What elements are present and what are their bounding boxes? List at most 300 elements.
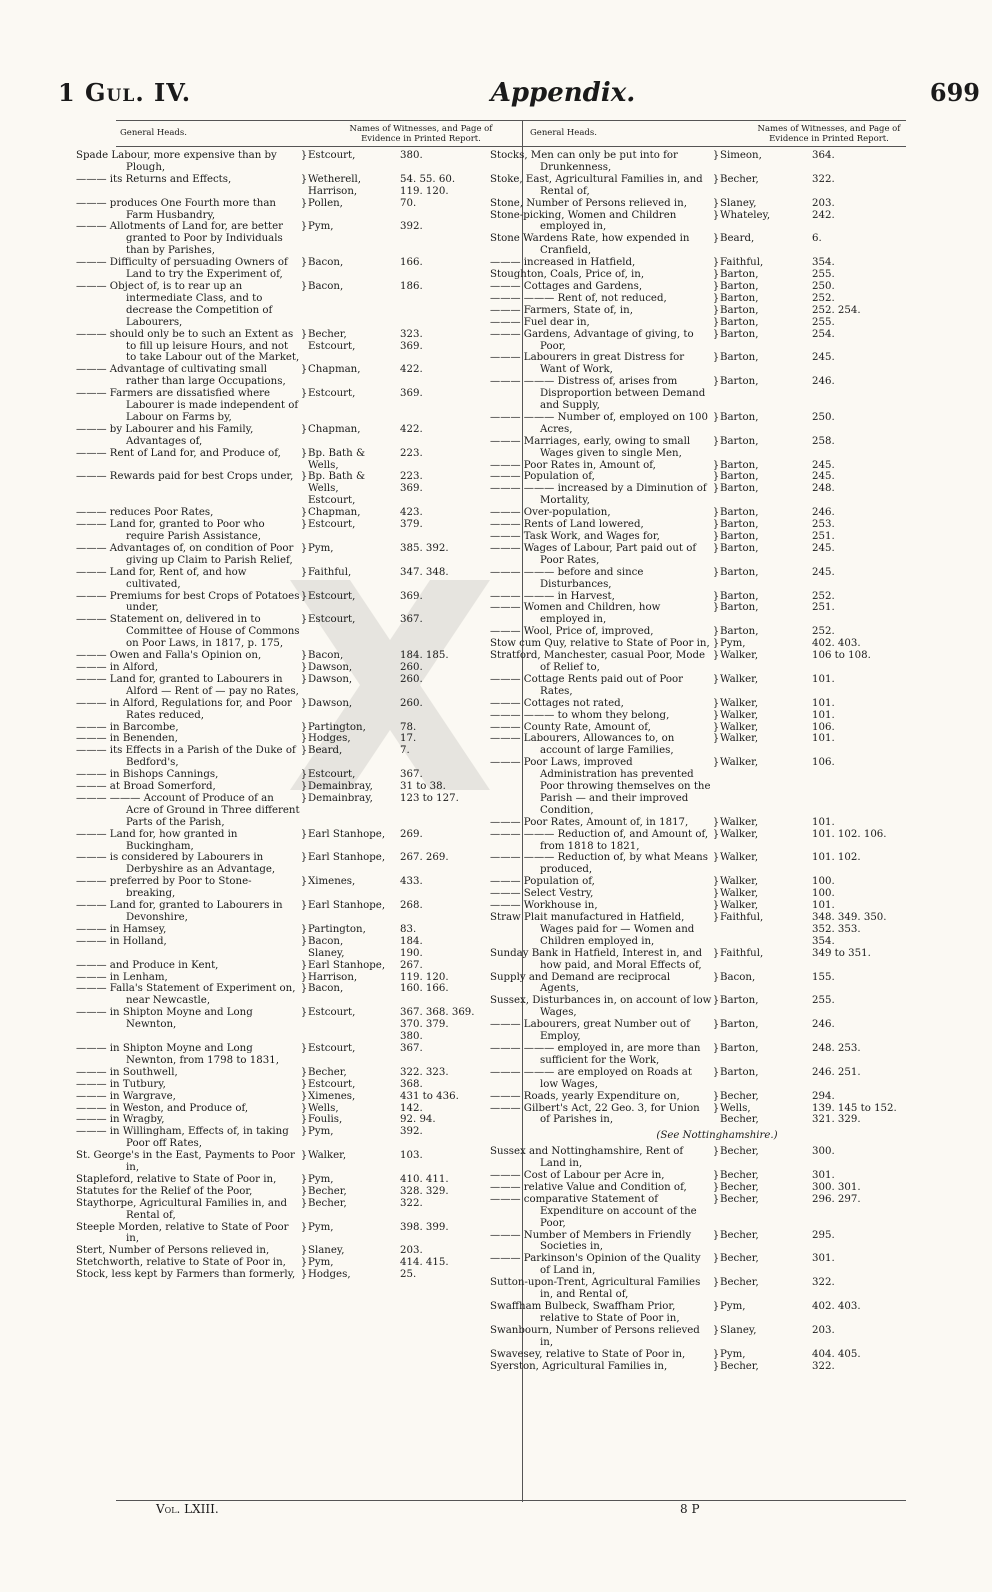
entry-pages: 100. bbox=[812, 876, 835, 888]
entry-heading: Sutton-upon-Trent, Agricultural Families in, and Rental of, bbox=[490, 1277, 701, 1301]
brace-icon: } bbox=[712, 626, 720, 638]
entry-heading: Straw Plait manufactured in Hatfield, Wages paid for — Women and Children employed in, bbox=[490, 912, 695, 947]
brace-icon: } bbox=[712, 269, 720, 281]
entry-witness: Becher, bbox=[308, 1197, 347, 1209]
entry-pages: 17. bbox=[400, 733, 417, 745]
entry-witness: Walker, bbox=[720, 697, 759, 709]
entry-pages: 252. 254. bbox=[812, 304, 861, 316]
entry-witness: Pym, bbox=[308, 221, 334, 233]
index-entry bbox=[68, 174, 522, 198]
entry-pages: 392. bbox=[400, 1126, 423, 1138]
index-entry bbox=[68, 781, 522, 793]
entry-witness: Demainbray, bbox=[308, 792, 373, 804]
footer-rule bbox=[116, 1500, 906, 1501]
entry-witness: Walker, bbox=[308, 1150, 347, 1162]
brace-icon: } bbox=[712, 1090, 720, 1102]
entry-witness: Estcourt, bbox=[308, 388, 356, 400]
entry-heading: ——— Over-population, bbox=[490, 507, 611, 519]
brace-icon: } bbox=[712, 1229, 720, 1241]
entry-witness: Chapman, bbox=[308, 364, 361, 376]
entry-pages: 258. bbox=[812, 435, 835, 447]
brace-icon: } bbox=[712, 542, 720, 554]
entry-pages: 268. bbox=[400, 900, 423, 912]
volume-label: Vol. LXIII. bbox=[156, 1502, 219, 1516]
entry-pages: 203. bbox=[812, 197, 835, 209]
entry-heading: ——— Wages of Labour, Part paid out of Poor Rates, bbox=[490, 542, 697, 566]
brace-icon: } bbox=[300, 828, 308, 840]
brace-icon: } bbox=[300, 650, 308, 662]
entry-witness: Barton, bbox=[720, 280, 759, 292]
entry-heading: ——— in Barcombe, bbox=[76, 721, 179, 733]
index-entry bbox=[68, 924, 522, 936]
brace-icon: } bbox=[300, 1090, 308, 1102]
index-entry bbox=[482, 376, 952, 412]
entry-pages: 322. bbox=[812, 1277, 835, 1289]
entry-pages: 369. bbox=[400, 388, 423, 400]
index-entry bbox=[68, 829, 522, 853]
entry-pages: 379. bbox=[400, 519, 423, 531]
entry-heading: Sunday Bank in Hatfield, Interest in, and how paid, and Moral Effects of, bbox=[490, 947, 703, 971]
entry-heading: ——— ——— employed in, are more than sufficient for the Work, bbox=[490, 1042, 701, 1066]
index-entry bbox=[68, 1257, 522, 1269]
brace-icon: } bbox=[712, 507, 720, 519]
entry-witness: Earl Stanhope, bbox=[308, 852, 386, 864]
index-entry bbox=[482, 876, 952, 888]
brace-icon: } bbox=[712, 233, 720, 245]
entry-pages: 142. bbox=[400, 1102, 423, 1114]
brace-icon: } bbox=[300, 423, 308, 435]
entry-pages: 245. bbox=[812, 542, 835, 554]
index-entry bbox=[482, 817, 952, 829]
brace-icon: } bbox=[712, 483, 720, 495]
index-entry bbox=[482, 757, 952, 817]
index-entry bbox=[68, 900, 522, 924]
entry-heading: ——— Difficulty of persuading Owners of Land to try the Experiment of, bbox=[76, 257, 288, 281]
entry-pages: 367. bbox=[400, 1042, 423, 1054]
entry-witness: Faithful, bbox=[308, 566, 352, 578]
entry-pages: 70. bbox=[400, 197, 417, 209]
brace-icon: } bbox=[300, 1114, 308, 1126]
entry-heading: ——— Labourers, great Number out of Employ, bbox=[490, 1019, 690, 1043]
entry-pages: 83. bbox=[400, 923, 417, 935]
entry-witness: Wetherell, Harrison, bbox=[308, 173, 362, 197]
brace-icon: } bbox=[712, 1253, 720, 1265]
entry-heading: ——— Cottages and Gardens, bbox=[490, 280, 643, 292]
entry-witness: Estcourt, bbox=[308, 519, 356, 531]
entry-witness: Barton, bbox=[720, 328, 759, 340]
entry-witness: Pym, bbox=[308, 1173, 334, 1185]
entry-pages: 294. bbox=[812, 1090, 835, 1102]
index-entry bbox=[482, 507, 952, 519]
entry-pages: 166. bbox=[400, 257, 423, 269]
entry-witness: Wells, bbox=[308, 1102, 339, 1114]
entry-witness: Barton, bbox=[720, 459, 759, 471]
entry-witness: Becher, bbox=[720, 1253, 759, 1265]
entry-heading: Stapleford, relative to State of Poor in, bbox=[76, 1173, 277, 1185]
entry-witness: Barton, bbox=[720, 995, 759, 1007]
entry-heading: ——— preferred by Poor to Stone-breaking, bbox=[76, 876, 252, 900]
entry-heading: ——— Labourers, Allowances to, on account of large Families, bbox=[490, 733, 675, 757]
entry-pages: 301. bbox=[812, 1253, 835, 1265]
index-entry bbox=[482, 352, 952, 376]
entry-witness: Faithful, bbox=[720, 912, 764, 923]
entry-pages: 322. bbox=[400, 1197, 423, 1209]
index-entry bbox=[482, 972, 952, 996]
entry-witness: Earl Stanhope, bbox=[308, 959, 386, 971]
index-entry bbox=[68, 722, 522, 734]
entry-heading: Sussex, Disturbances in, on account of low Wages, bbox=[490, 995, 712, 1019]
entry-heading: ——— comparative Statement of Expenditure on account of the Poor, bbox=[490, 1193, 697, 1229]
entry-heading: ——— Object of, is to rear up an intermediate Class, and to decrease the Competition of Labourers, bbox=[76, 280, 273, 328]
index-entry bbox=[482, 1325, 952, 1349]
entry-witness: Estcourt, bbox=[308, 1007, 356, 1019]
brace-icon: } bbox=[300, 769, 308, 781]
general-heads-label: General Heads. bbox=[120, 128, 187, 138]
brace-icon: } bbox=[712, 197, 720, 209]
entry-pages: 139. 145 to 152. 321. 329. bbox=[812, 1102, 897, 1126]
entry-heading: Steeple Morden, relative to State of Poor in, bbox=[76, 1221, 289, 1245]
entry-pages: 252. bbox=[812, 626, 835, 638]
brace-icon: } bbox=[300, 197, 308, 209]
entry-heading: Stone, Number of Persons relieved in, bbox=[490, 197, 687, 209]
entry-heading: Stoke, East, Agricultural Families in, and Rental of, bbox=[490, 173, 703, 197]
entry-pages: 6. bbox=[812, 233, 822, 245]
brace-icon: } bbox=[712, 1301, 720, 1312]
entry-witness: Pym, bbox=[720, 1348, 746, 1360]
brace-icon: } bbox=[300, 900, 308, 912]
index-entry bbox=[482, 1361, 952, 1373]
entry-witness: Becher, bbox=[720, 1360, 759, 1372]
index-entry bbox=[68, 983, 522, 1007]
entry-witness: Barton, bbox=[720, 304, 759, 316]
entry-heading: ——— in Bishops Cannings, bbox=[76, 769, 219, 781]
entry-heading: ——— ——— Number of, employed on 100 Acres, bbox=[490, 411, 708, 435]
entry-witness: Pollen, bbox=[308, 197, 343, 209]
entry-pages: 245. bbox=[812, 471, 835, 483]
index-entry bbox=[482, 281, 952, 293]
entry-heading: ——— Poor Laws, improved Administration has prevented Poor throwing themselves on the Parish — and their improved Condition, bbox=[490, 757, 711, 816]
index-entry bbox=[68, 1091, 522, 1103]
entry-pages: 255. bbox=[812, 995, 835, 1007]
brace-icon: } bbox=[712, 328, 720, 340]
entry-witness: Barton, bbox=[720, 1019, 759, 1031]
entry-pages: 392. bbox=[400, 221, 423, 233]
index-entry bbox=[482, 1182, 952, 1194]
entry-witness: Walker, bbox=[720, 673, 759, 685]
entry-pages: 101. bbox=[812, 709, 835, 721]
brace-icon: } bbox=[712, 304, 720, 316]
index-entry bbox=[482, 900, 952, 912]
entry-pages: 251. bbox=[812, 602, 835, 614]
right-column bbox=[482, 150, 952, 1372]
brace-icon: } bbox=[712, 1042, 720, 1054]
brace-icon: } bbox=[712, 566, 720, 578]
entry-witness: Harrison, bbox=[308, 971, 358, 983]
entry-pages: 404. 405. bbox=[812, 1348, 861, 1360]
entry-witness: Walker, bbox=[720, 888, 759, 900]
brace-icon: } bbox=[712, 733, 720, 745]
entry-witness: Bp. Bath & Wells, Estcourt, bbox=[308, 471, 366, 507]
entry-pages: 248. 253. bbox=[812, 1042, 861, 1054]
index-entry bbox=[482, 412, 952, 436]
brace-icon: } bbox=[300, 566, 308, 578]
entry-heading: ——— in Shipton Moyne and Long Newnton, from 1798 to 1831, bbox=[76, 1042, 279, 1066]
brace-icon: } bbox=[712, 531, 720, 542]
index-entry bbox=[482, 995, 952, 1019]
entry-pages: 423. bbox=[400, 507, 423, 519]
entry-pages: 402. 403. bbox=[812, 638, 861, 650]
index-entry bbox=[482, 1126, 952, 1146]
index-entry bbox=[68, 1269, 522, 1281]
brace-icon: } bbox=[300, 745, 308, 757]
entry-pages: 245. bbox=[812, 459, 835, 471]
entry-pages: 101. 102. 106. bbox=[812, 828, 887, 840]
index-entry bbox=[68, 1007, 522, 1043]
entry-witness: Barton, bbox=[720, 590, 759, 602]
brace-icon: } bbox=[712, 173, 720, 185]
entry-witness: Barton, bbox=[720, 602, 759, 614]
entry-witness: Bacon, bbox=[308, 650, 344, 662]
entry-pages: 160. 166. bbox=[400, 983, 449, 995]
entry-witness: Barton, bbox=[720, 519, 759, 531]
brace-icon: } bbox=[300, 781, 308, 793]
entry-witness: Walker, bbox=[720, 757, 759, 769]
entry-witness: Estcourt, bbox=[308, 769, 356, 781]
entry-heading: Stoughton, Coals, Price of, in, bbox=[490, 269, 645, 281]
brace-icon: } bbox=[300, 971, 308, 983]
brace-icon: } bbox=[712, 816, 720, 828]
entry-witness: Walker, bbox=[720, 852, 759, 864]
brace-icon: } bbox=[712, 697, 720, 709]
brace-icon: } bbox=[300, 1245, 308, 1257]
entry-pages: 385. 392. bbox=[400, 542, 449, 554]
entry-pages: 253. bbox=[812, 519, 835, 531]
brace-icon: } bbox=[300, 733, 308, 745]
entry-pages: 7. bbox=[400, 745, 410, 757]
entry-pages: 250. bbox=[812, 411, 835, 423]
brace-icon: } bbox=[712, 292, 720, 304]
entry-pages: 184. 190. bbox=[400, 935, 423, 959]
entry-heading: ——— Fuel dear in, bbox=[490, 316, 590, 328]
entry-pages: 300. 301. bbox=[812, 1181, 861, 1193]
brace-icon: } bbox=[712, 1146, 720, 1158]
entry-heading: ——— County Rate, Amount of, bbox=[490, 721, 651, 733]
entry-witness: Barton, bbox=[720, 376, 759, 388]
brace-icon: } bbox=[300, 364, 308, 376]
entry-witness: Bacon, bbox=[308, 280, 344, 292]
entry-witness: Earl Stanhope, bbox=[308, 828, 386, 840]
brace-icon: } bbox=[300, 507, 308, 519]
brace-icon: } bbox=[300, 1078, 308, 1090]
brace-icon: } bbox=[300, 471, 308, 483]
entry-heading: Stow cum Quy, relative to State of Poor in, bbox=[490, 638, 710, 650]
entry-heading: ——— ——— Reduction of, by what Means produced, bbox=[490, 852, 708, 876]
brace-icon: } bbox=[712, 650, 720, 662]
index-entry bbox=[482, 317, 952, 329]
index-entry bbox=[68, 852, 522, 876]
entry-heading: Stock, less kept by Farmers than formerly, bbox=[76, 1269, 296, 1281]
index-entry bbox=[482, 733, 952, 757]
brace-icon: } bbox=[300, 1007, 308, 1019]
entry-witness: Pym, bbox=[308, 542, 334, 554]
entry-witness: Becher, bbox=[308, 1066, 347, 1078]
entry-heading: ——— Population of, bbox=[490, 876, 595, 888]
entry-pages: 255. bbox=[812, 269, 835, 281]
entry-pages: 250. bbox=[812, 280, 835, 292]
entry-pages: 103. bbox=[400, 1150, 423, 1162]
entry-heading: ——— Falla's Statement of Experiment on, near Newcastle, bbox=[76, 983, 296, 1007]
entry-witness: Barton, bbox=[720, 626, 759, 638]
brace-icon: } bbox=[300, 1269, 308, 1281]
entry-pages: 295. bbox=[812, 1229, 835, 1241]
brace-icon: } bbox=[712, 602, 720, 614]
index-entry bbox=[482, 1170, 952, 1182]
entry-witness: Becher, bbox=[720, 1090, 759, 1102]
index-entry bbox=[68, 1150, 522, 1174]
index-entry bbox=[482, 269, 952, 281]
entry-witness: Slaney, bbox=[720, 197, 757, 209]
entry-pages: 248. bbox=[812, 483, 835, 495]
entry-witness: Barton, bbox=[720, 292, 759, 304]
entry-pages: 252. bbox=[812, 292, 835, 304]
entry-pages: 364. bbox=[812, 150, 835, 161]
brace-icon: } bbox=[712, 471, 720, 483]
entry-heading: St. George's in the East, Payments to Poor in, bbox=[76, 1150, 295, 1174]
brace-icon: } bbox=[712, 1170, 720, 1182]
entry-witness: Slaney, bbox=[720, 1324, 757, 1336]
brace-icon: } bbox=[712, 1193, 720, 1205]
entry-pages: 245. bbox=[812, 352, 835, 364]
entry-heading: ——— Rents of Land lowered, bbox=[490, 519, 644, 531]
entry-pages: 186. bbox=[400, 280, 423, 292]
brace-icon: } bbox=[712, 721, 720, 733]
witnesses-label: Names of Witnesses, and Page of Evidence in Printed Report. bbox=[757, 124, 901, 144]
entry-pages: 402. 403. bbox=[812, 1301, 861, 1312]
entry-witness: Partington, bbox=[308, 923, 366, 935]
entry-witness: Barton, bbox=[720, 471, 759, 483]
entry-witness: Estcourt, bbox=[308, 590, 356, 602]
entry-heading: ——— Gardens, Advantage of giving, to Poor, bbox=[490, 328, 694, 352]
entry-witness: Becher, bbox=[720, 1229, 759, 1241]
entry-pages: 414. 415. bbox=[400, 1257, 449, 1269]
brace-icon: } bbox=[300, 150, 308, 161]
entry-heading: Spade Labour, more expensive than by Plough, bbox=[76, 150, 277, 173]
entry-pages: 267. bbox=[400, 959, 423, 971]
entry-pages: 101. bbox=[812, 816, 835, 828]
entry-heading: Sussex and Nottinghamshire, Rent of Land in, bbox=[490, 1146, 684, 1170]
entry-heading: ——— Marriages, early, owing to small Wages given to single Men, bbox=[490, 435, 691, 459]
entry-pages: 322. bbox=[812, 1360, 835, 1372]
entry-witness: Bacon, bbox=[308, 983, 344, 995]
index-entry bbox=[68, 388, 522, 424]
entry-heading: ——— Cottage Rents paid out of Poor Rates, bbox=[490, 673, 683, 697]
entry-pages: 25. bbox=[400, 1269, 417, 1281]
entry-heading: ——— Statement on, delivered in to Committee of House of Commons on Poor Laws, in 1817, p. 175, bbox=[76, 614, 300, 650]
index-entry bbox=[482, 519, 952, 531]
entry-heading: ——— in Tutbury, bbox=[76, 1078, 166, 1090]
index-entry bbox=[68, 614, 522, 650]
entry-witness: Beard, bbox=[308, 745, 343, 757]
entry-witness: Becher, bbox=[720, 1146, 759, 1158]
brace-icon: } bbox=[712, 1102, 720, 1114]
index-entry bbox=[68, 793, 522, 829]
entry-heading: Swavesey, relative to State of Poor in, bbox=[490, 1348, 686, 1360]
entry-witness: Pym, bbox=[308, 1126, 334, 1138]
brace-icon: } bbox=[712, 757, 720, 769]
index-entry bbox=[482, 1194, 952, 1230]
index-entry bbox=[68, 519, 522, 543]
entry-pages: 54. 55. 60. 119. 120. bbox=[400, 173, 456, 197]
entry-heading: ——— in Wragby, bbox=[76, 1114, 165, 1126]
index-entry bbox=[482, 1146, 952, 1170]
entry-heading: ——— ——— Account of Produce of an Acre of Ground in Three different Parts of the Parish, bbox=[76, 792, 300, 828]
brace-icon: } bbox=[300, 173, 308, 185]
brace-icon: } bbox=[712, 1360, 720, 1372]
entry-heading: ——— Wool, Price of, improved, bbox=[490, 626, 654, 638]
entry-witness: Hodges, bbox=[308, 1269, 351, 1281]
entry-pages: 347. 348. bbox=[400, 566, 449, 578]
entry-pages: 433. bbox=[400, 876, 423, 888]
index-entry bbox=[68, 1043, 522, 1067]
index-entry bbox=[68, 698, 522, 722]
index-entry bbox=[68, 424, 522, 448]
entry-pages: 323. 369. bbox=[400, 328, 423, 352]
entry-heading: ——— Farmers are dissatisfied where Labourer is made independent of Labour on Farms by, bbox=[76, 388, 299, 423]
brace-icon: } bbox=[712, 852, 720, 864]
entry-witness: Becher, bbox=[720, 1193, 759, 1205]
entry-pages: 410. 411. bbox=[400, 1173, 449, 1185]
entry-heading: ——— relative Value and Condition of, bbox=[490, 1181, 687, 1193]
entry-witness: Dawson, bbox=[308, 673, 353, 685]
entry-heading: ——— in Lenham, bbox=[76, 971, 168, 983]
brace-icon: } bbox=[712, 709, 720, 721]
entry-pages: 119. 120. bbox=[400, 971, 449, 983]
entry-witness: Becher, bbox=[720, 1170, 759, 1182]
entry-heading: ——— ——— are employed on Roads at low Wages, bbox=[490, 1066, 692, 1090]
index-entry bbox=[482, 602, 952, 626]
index-entry bbox=[482, 233, 952, 257]
general-heads-label: General Heads. bbox=[530, 128, 597, 138]
entry-heading: ——— Advantage of cultivating small rather than large Occupations, bbox=[76, 364, 286, 388]
index-entry bbox=[482, 531, 952, 543]
index-entry bbox=[482, 483, 952, 507]
brace-icon: } bbox=[300, 983, 308, 995]
entry-pages: 106 to 108. bbox=[812, 650, 871, 662]
entry-heading: ——— reduces Poor Rates, bbox=[76, 507, 214, 519]
entry-witness: Estcourt, bbox=[308, 1042, 356, 1054]
entry-heading: ——— Parkinson's Opinion of the Quality of Land in, bbox=[490, 1253, 701, 1277]
header-rule bbox=[116, 120, 906, 121]
entry-heading: ——— in Willingham, Effects of, in taking Poor off Rates, bbox=[76, 1126, 289, 1150]
index-entry bbox=[482, 1349, 952, 1361]
index-entry bbox=[68, 650, 522, 662]
brace-icon: } bbox=[300, 697, 308, 709]
brace-icon: } bbox=[712, 376, 720, 388]
index-entry bbox=[68, 960, 522, 972]
entry-heading: Supply and Demand are reciprocal Agents, bbox=[490, 971, 671, 995]
entry-heading: Syerston, Agricultural Families in, bbox=[490, 1360, 668, 1372]
index-entry bbox=[68, 745, 522, 769]
entry-heading: ——— in Alford, Regulations for, and Poor Rates reduced, bbox=[76, 697, 292, 721]
entry-witness: Bacon, bbox=[720, 971, 756, 983]
entry-heading: Stratford, Manchester, casual Poor, Mode of Relief to, bbox=[490, 650, 706, 673]
entry-heading: ——— Select Vestry, bbox=[490, 888, 594, 900]
entry-heading: ——— Advantages of, on condition of Poor giving up Claim to Parish Relief, bbox=[76, 542, 294, 566]
brace-icon: } bbox=[300, 221, 308, 233]
brace-icon: } bbox=[712, 1066, 720, 1078]
brace-icon: } bbox=[712, 673, 720, 685]
index-entry bbox=[68, 1067, 522, 1079]
